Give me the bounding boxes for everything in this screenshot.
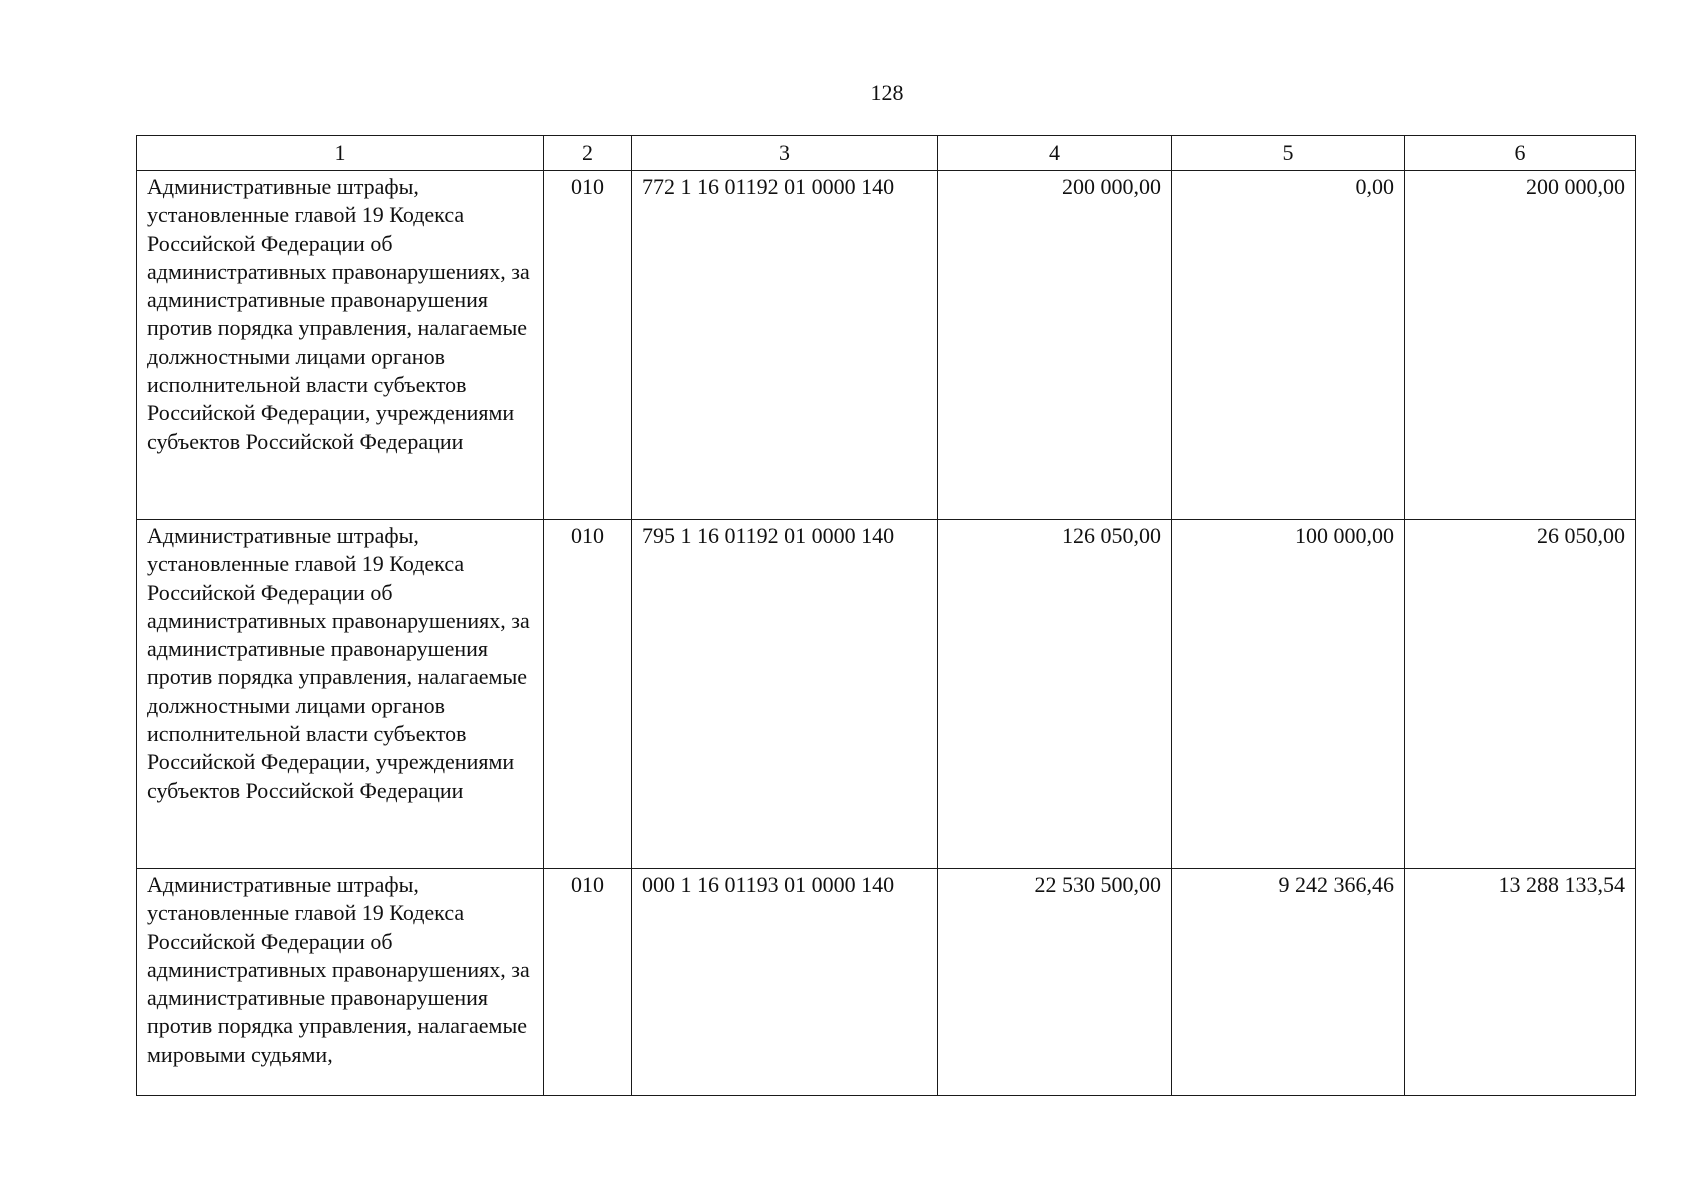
income-code-cell: 000 1 16 01193 01 0000 140 [632, 869, 938, 1096]
income-name-cell: Административные штрафы, установленные главой 19 Кодекса Российской Федерации об административных правонарушениях, за административные правонарушения против порядка управления, налагаемые должностными лицами органов исполнительной власти субъектов Российской Федерации, учреждениями субъектов Российской Федерации [137, 171, 544, 520]
income-code-cell: 772 1 16 01192 01 0000 140 [632, 171, 938, 520]
income-code-cell: 795 1 16 01192 01 0000 140 [632, 520, 938, 869]
executed-amount-cell: 9 242 366,46 [1172, 869, 1405, 1096]
page-number: 128 [870, 80, 904, 105]
table-row [137, 171, 1636, 520]
approved-amount-cell: 126 050,00 [938, 520, 1172, 869]
approved-amount-cell: 22 530 500,00 [938, 869, 1172, 1096]
line-code-cell: 010 [544, 869, 632, 1096]
table-row [137, 520, 1636, 869]
income-name-cell: Административные штрафы, установленные главой 19 Кодекса Российской Федерации об административных правонарушениях, за административные правонарушения против порядка управления, налагаемые должностными лицами органов исполнительной власти субъектов Российской Федерации, учреждениями субъектов Российской Федерации [137, 520, 544, 869]
line-code-cell: 010 [544, 520, 632, 869]
executed-amount-cell: 100 000,00 [1172, 520, 1405, 869]
income-name-cell: Административные штрафы, установленные главой 19 Кодекса Российской Федерации об административных правонарушениях, за административные правонарушения против порядка управления, налагаемые мировыми судьями, [137, 869, 544, 1096]
unexecuted-amount-cell: 200 000,00 [1405, 171, 1636, 520]
column-header-1: 1 [137, 136, 544, 171]
executed-amount-cell: 0,00 [1172, 171, 1405, 520]
line-code-cell: 010 [544, 171, 632, 520]
column-header-4: 4 [938, 136, 1172, 171]
unexecuted-amount-cell: 13 288 133,54 [1405, 869, 1636, 1096]
unexecuted-amount-cell: 26 050,00 [1405, 520, 1636, 869]
column-header-6: 6 [1405, 136, 1636, 171]
column-header-3: 3 [632, 136, 938, 171]
budget-execution-table [136, 135, 1636, 1096]
table-header-row [137, 136, 1636, 171]
column-header-5: 5 [1172, 136, 1405, 171]
table-row [137, 869, 1636, 1096]
column-header-2: 2 [544, 136, 632, 171]
approved-amount-cell: 200 000,00 [938, 171, 1172, 520]
